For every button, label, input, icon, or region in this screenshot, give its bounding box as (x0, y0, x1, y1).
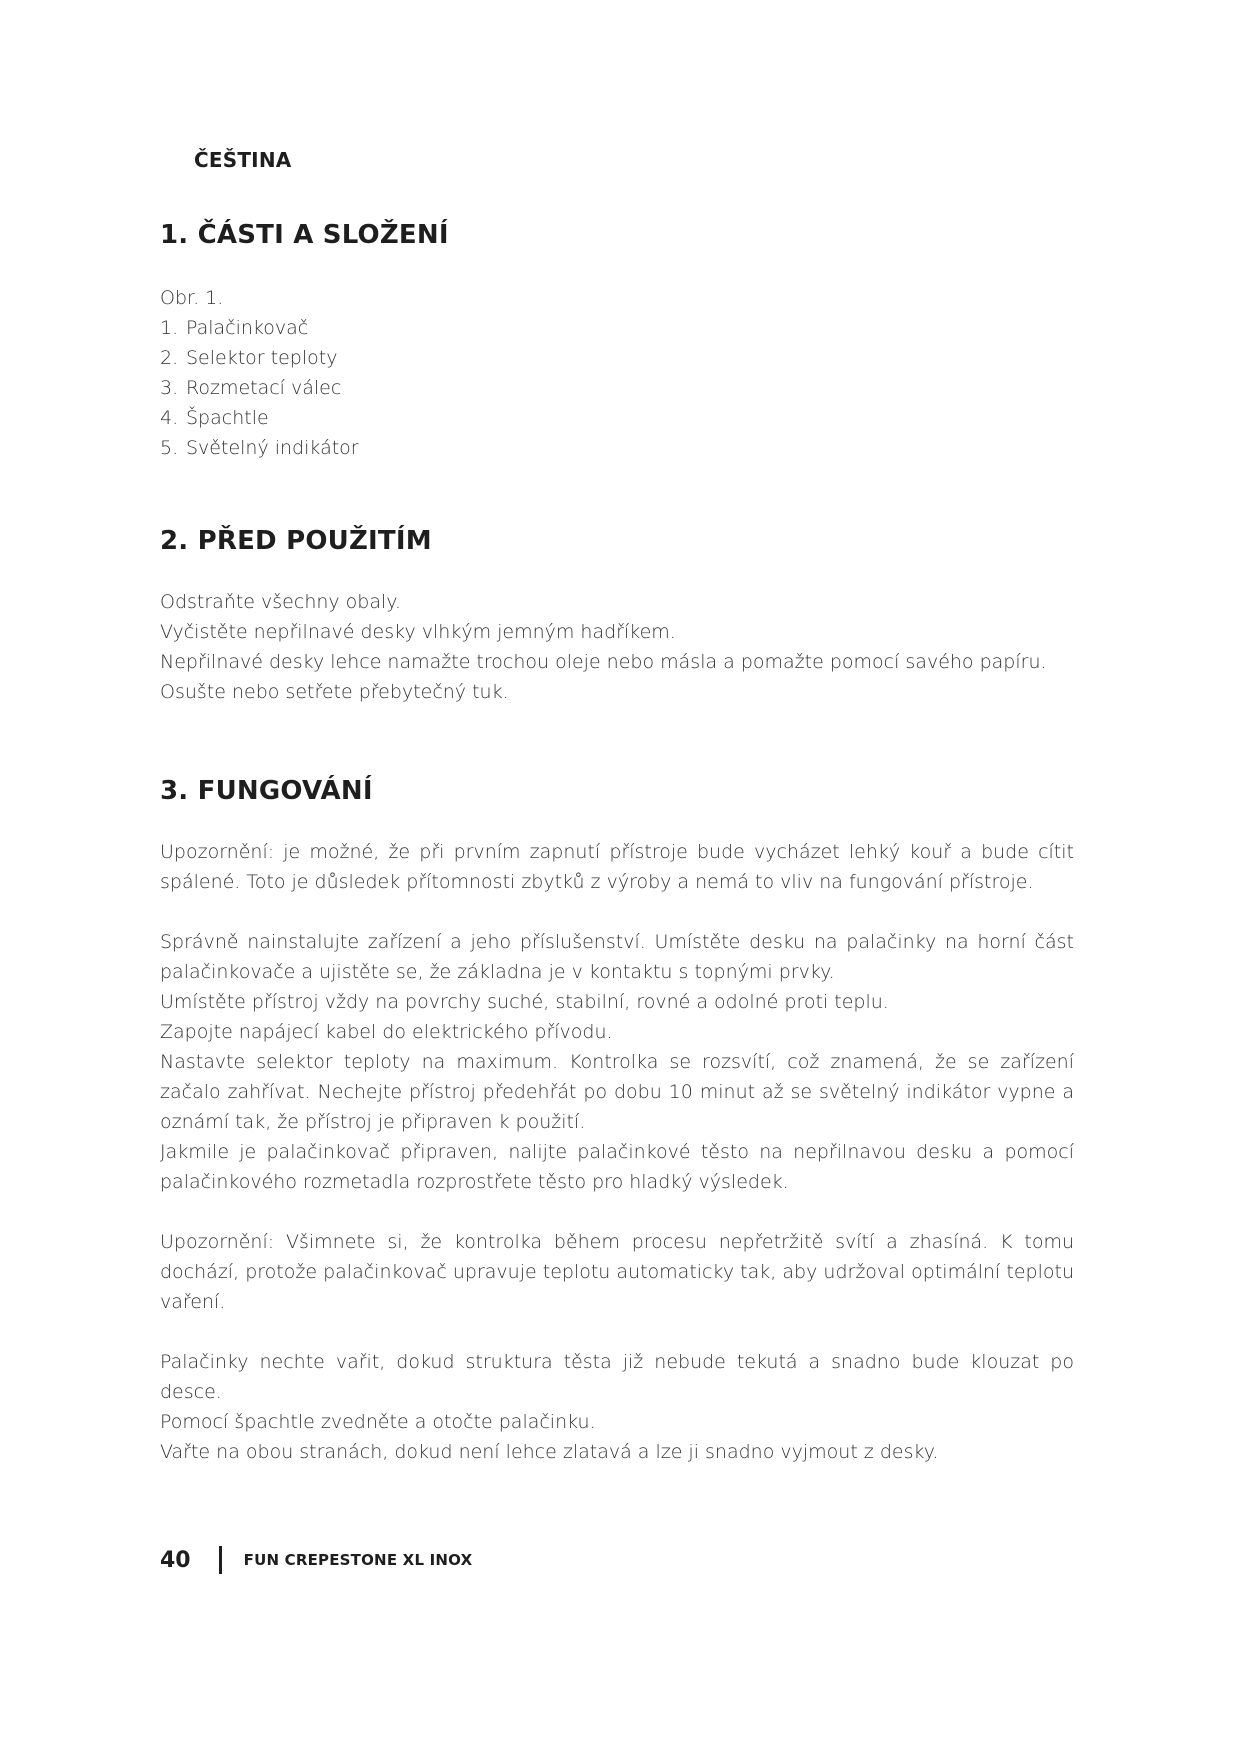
list-item-text: Světelný indikátor (186, 437, 359, 459)
list-item-number: 2. (160, 347, 179, 369)
section-1-title: 1. ČÁSTI A SLOŽENÍ (160, 220, 449, 250)
section-2-title: 2. PŘED POUŽITÍM (160, 526, 432, 556)
paragraph: Správně nainstalujte zařízení a jeho příslušenství. Umístěte desku na palačinky na horní část palačinkovače a ujistěte se, že základna je v kontaktu s topnými prvky. (160, 931, 1074, 983)
paragraph: Palačinky nechte vařit, dokud struktura těsta již nebude tekutá a snadno bude klouzat po desce. (160, 1351, 1074, 1403)
section-3-title: 3. FUNGOVÁNÍ (160, 776, 373, 806)
paragraph-line: Odstraňte všechny obaly. (160, 591, 401, 613)
parts-list (160, 313, 1074, 463)
list-item (160, 343, 1074, 373)
warning-paragraph: Upozornění: je možné, že při prvním zapnutí přístroje bude vycházet lehký kouř a bude cítit spálené. Toto je důsledek přítomnosti zbytků z výroby a nemá to vliv na fungování přístroje. (160, 841, 1074, 893)
paragraph-line: Osušte nebo setřete přebytečný tuk. (160, 681, 509, 703)
product-name: FUN CREPESTONE XL INOX (243, 1551, 473, 1569)
section-3-body (160, 837, 1074, 1467)
figure-label: Obr. 1. (160, 287, 224, 309)
paragraph: Jakmile je palačinkovač připraven, nalijte palačinkové těsto na nepřilnavou desku a pomocí palačinkového rozmetadla rozprostřete těsto pro hladký výsledek. (160, 1141, 1074, 1193)
list-item-text: Špachtle (186, 407, 269, 429)
list-item (160, 403, 1074, 433)
language-label: ČEŠTINA (194, 148, 292, 172)
paragraph-gap (160, 1317, 1074, 1347)
paragraph-line: Nepřilnavé desky lehce namažte trochou oleje nebo másla a pomažte pomocí savého papíru. (160, 651, 1047, 673)
paragraph: Umístěte přístroj vždy na povrchy suché, stabilní, rovné a odolné proti teplu. (160, 991, 889, 1013)
paragraph-gap (160, 897, 1074, 927)
paragraph: Pomocí špachtle zvedněte a otočte palačinku. (160, 1411, 596, 1433)
paragraph-gap (160, 1197, 1074, 1227)
paragraph: Zapojte napájecí kabel do elektrického přívodu. (160, 1021, 613, 1043)
list-item-number: 1. (160, 317, 179, 339)
list-item-text: Selektor teploty (186, 347, 338, 369)
list-item-text: Palačinkovač (186, 317, 309, 339)
list-item (160, 433, 1074, 463)
warning-paragraph: Upozornění: Všimnete si, že kontrolka během procesu nepřetržitě svítí a zhasíná. K tomu dochází, protože palačinkovač upravuje teplotu automaticky tak, aby udržoval optimální teplotu vaření. (160, 1231, 1074, 1313)
paragraph: Vařte na obou stranách, dokud není lehce zlatavá a lze ji snadno vyjmout z desky. (160, 1441, 939, 1463)
list-item-number: 3. (160, 377, 179, 399)
paragraph-line: Vyčistěte nepřilnavé desky vlhkým jemným hadříkem. (160, 621, 676, 643)
section-2-body (160, 587, 1074, 707)
list-item (160, 373, 1074, 403)
section-1-body (160, 283, 1074, 463)
list-item-number: 5. (160, 437, 179, 459)
paragraph: Nastavte selektor teploty na maximum. Kontrolka se rozsvítí, což znamená, že se zařízení začalo zahřívat. Nechejte přístroj předehřát po dobu 10 minut až se světelný indikátor vypne a oznámí tak, že přístroj je připraven k použití. (160, 1051, 1074, 1133)
list-item (160, 313, 1074, 343)
list-item-text: Rozmetací válec (186, 377, 342, 399)
page-footer (160, 1545, 472, 1575)
list-item-number: 4. (160, 407, 179, 429)
footer-divider (219, 1546, 222, 1574)
page-number: 40 (160, 1547, 191, 1573)
